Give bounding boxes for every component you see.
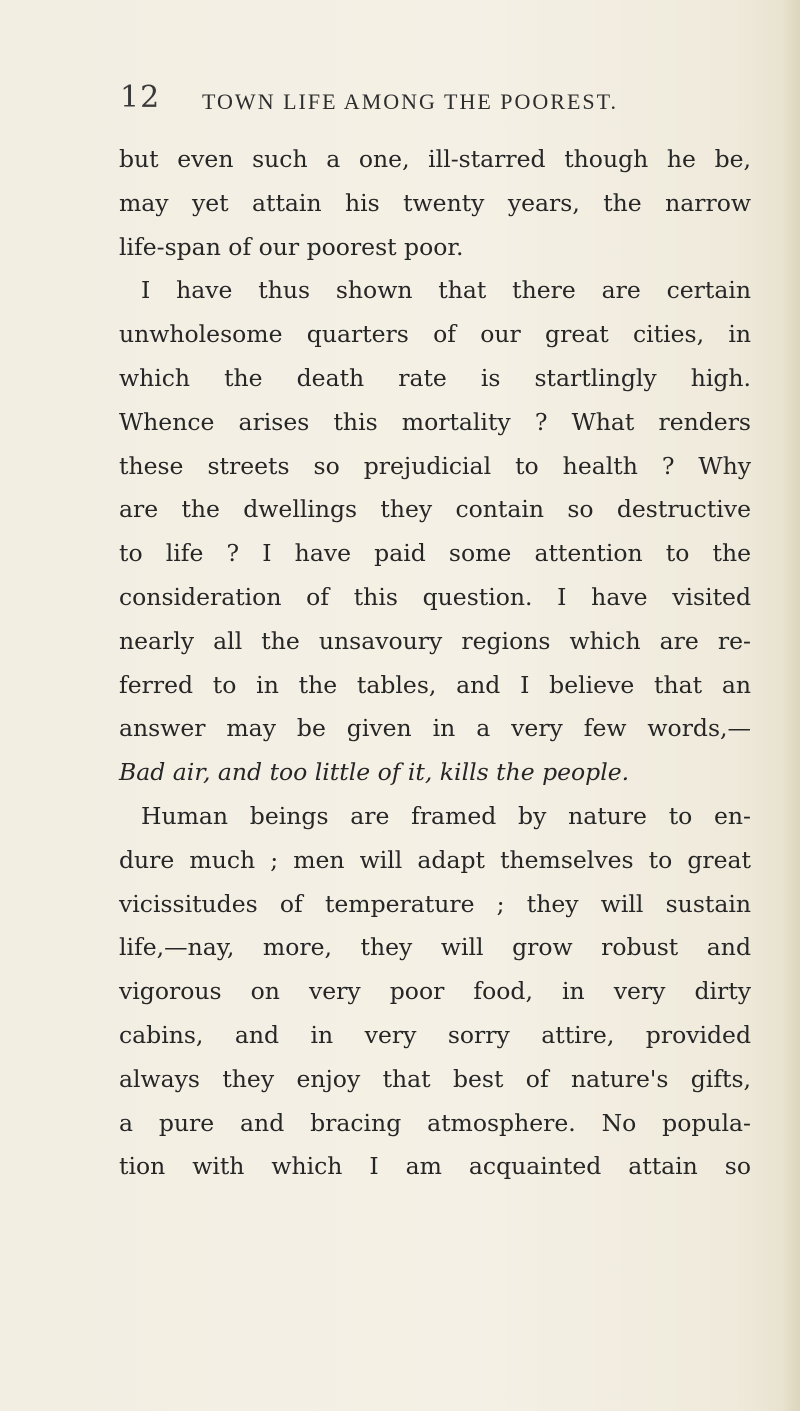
text-line: consideration of this question. I have visited	[119, 582, 751, 611]
page-number: 12	[120, 80, 161, 115]
text-line: I have thus shown that there are certain	[141, 276, 751, 305]
text-line: these streets so prejudicial to health ? Why	[119, 451, 751, 480]
text-line-italic: Bad air, and too little of it, kills the people.	[119, 758, 630, 787]
text-line: vicissitudes of temperature ; they will sustain	[119, 889, 751, 918]
text-line: unwholesome quarters of our great cities, in	[119, 320, 751, 349]
text-line: Whence arises this mortality ? What renders	[119, 407, 751, 436]
text-line: which the death rate is startlingly high.	[119, 363, 751, 392]
text-line: may yet attain his twenty years, the narrow	[119, 188, 751, 217]
text-line: answer may be given in a very few words,—	[119, 714, 751, 743]
text-line: always they enjoy that best of nature's gifts,	[119, 1064, 751, 1093]
running-title: TOWN LIFE AMONG THE POOREST.	[202, 89, 618, 114]
text-line: ferred to in the tables, and I believe that an	[119, 670, 751, 699]
text-line: cabins, and in very sorry attire, provided	[119, 1020, 751, 1049]
text-line: life-span of our poorest poor.	[119, 232, 464, 261]
text-line: life,—nay, more, they will grow robust and	[119, 933, 751, 962]
body-text	[119, 138, 751, 1189]
text-line: to life ? I have paid some attention to the	[119, 539, 751, 568]
text-line: vigorous on very poor food, in very dirty	[119, 977, 751, 1006]
text-line: nearly all the unsavoury regions which are re-	[119, 626, 751, 655]
text-line: a pure and bracing atmosphere. No popula-	[119, 1108, 751, 1137]
text-line: are the dwellings they contain so destructive	[119, 495, 751, 524]
page-edge-shadow	[782, 0, 800, 1411]
text-line: Human beings are framed by nature to en-	[141, 801, 751, 830]
text-line: but even such a one, ill-starred though he be,	[119, 145, 751, 173]
page-header	[120, 80, 740, 120]
text-line: tion with which I am acquainted attain so	[119, 1152, 751, 1181]
text-line: dure much ; men will adapt themselves to great	[119, 845, 751, 874]
